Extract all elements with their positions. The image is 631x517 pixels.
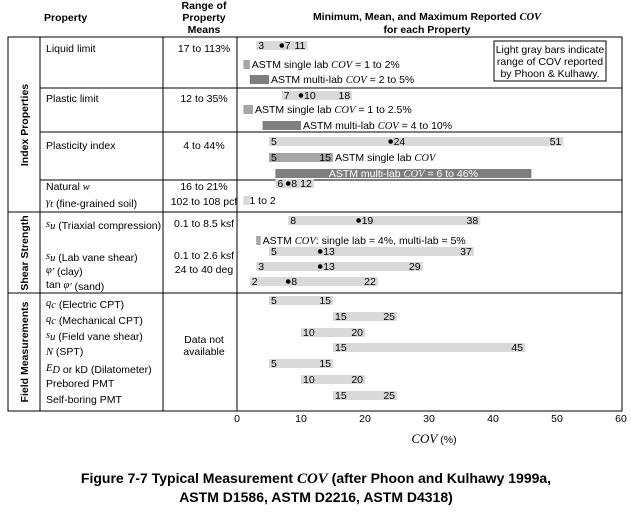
gray-bar-max-label-13: 15 — [319, 358, 331, 370]
astm-bar-label-4: ASTM single lab COV — [335, 152, 436, 164]
header-property: Property — [44, 12, 88, 24]
gray-bar-min-label-10: 15 — [335, 311, 347, 323]
figure-caption-line-2: ASTM D1586, ASTM D2216, ASTM D4318) — [179, 489, 453, 505]
gray-bar-max-label-14: 20 — [351, 374, 363, 386]
header-range-1: Range of — [181, 0, 227, 12]
property-label-14: Prebored PMT — [46, 378, 115, 390]
gray-bar-mean-dot-0 — [280, 43, 285, 48]
x-tick-label-0: 0 — [234, 413, 240, 425]
gray-bar-max-label-3: 12 — [300, 178, 312, 190]
gray-bar-min-label-15: 15 — [335, 390, 347, 402]
gray-bar-8 — [250, 277, 378, 286]
group-field-measurements: Field Measurements — [19, 301, 31, 403]
gray-bar-min-label-11: 10 — [303, 327, 315, 339]
x-tick-label-3: 30 — [423, 413, 435, 425]
astm-bar-2 — [243, 105, 253, 114]
x-tick-label-1: 10 — [295, 413, 307, 425]
gray-bar-max-label-2: 51 — [549, 136, 562, 148]
property-label-6: su (Lab vane shear) — [46, 251, 138, 264]
gray-bar-12 — [333, 343, 525, 352]
gray-bar-mean-label-0: 7 — [284, 40, 291, 52]
range-value-5: 0.1 to 8.5 ksf — [173, 218, 235, 230]
gray-bar-mean-label-7: 13 — [323, 261, 335, 273]
gray-bar-7 — [256, 262, 422, 271]
gray-bar-max-label-8: 22 — [364, 276, 376, 288]
gray-bar-mean-label-2: 24 — [393, 136, 406, 148]
gray-bar-5 — [288, 216, 480, 225]
property-label-13: ED or kD (Dilatometer) — [46, 363, 152, 376]
gray-bar-min-label-12: 15 — [335, 342, 347, 354]
gray-bar-min-label-0: 3 — [258, 40, 265, 52]
header-cov-1: Minimum, Mean, and Maximum Reported COV — [312, 11, 542, 23]
astm-bar-3 — [263, 121, 301, 130]
x-tick-label-6: 60 — [615, 413, 627, 425]
gray-bar-min-label-1: 7 — [283, 90, 290, 102]
gray-bar-min-label-6: 5 — [271, 246, 277, 258]
gray-bar-mean-dot-8 — [286, 279, 291, 284]
gray-bar-2 — [269, 137, 563, 146]
gray-bar-min-label-13: 5 — [271, 358, 277, 370]
property-label-15: Self-boring PMT — [46, 394, 122, 406]
x-axis — [234, 413, 627, 425]
astm-bar-label-6: ASTM COV: single lab = 4%, multi-lab = 5% — [262, 235, 466, 247]
property-label-2: Plasticity index — [46, 140, 116, 152]
gray-bar-min-label-2: 5 — [271, 136, 277, 148]
gray-bars — [243, 40, 563, 402]
astm-bar-max-label-4: 15 — [319, 152, 331, 164]
range-value-7: 24 to 40 deg — [174, 264, 234, 276]
property-label-11: su (Field vane shear) — [46, 330, 143, 343]
legend-note — [494, 41, 606, 81]
field-note-2: available — [183, 346, 225, 358]
group-index-properties: Index Properties — [19, 83, 31, 167]
gray-bar-min-label-8: 2 — [251, 276, 258, 288]
header-range-2: Property — [182, 12, 226, 24]
gray-bar-max-label-10: 25 — [383, 311, 395, 323]
property-label-10: qc (Mechanical CPT) — [46, 314, 143, 327]
header-range-3: Means — [187, 24, 221, 36]
astm-bar-label-3: ASTM multi-lab COV = 4 to 10% — [303, 120, 453, 132]
x-tick-label-5: 50 — [551, 413, 563, 425]
astm-bar-min-label-4: 5 — [271, 152, 277, 164]
gray-bar-mean-dot-7 — [318, 264, 323, 269]
property-label-5: su (Triaxial compression) — [46, 219, 162, 232]
property-label-3: Natural w — [46, 181, 90, 193]
gray-bar-mean-dot-3 — [286, 181, 291, 186]
gray-bar-mean-label-6: 13 — [323, 246, 335, 258]
x-tick-label-2: 20 — [359, 413, 371, 425]
gray-bar-mean-label-1: 10 — [304, 90, 316, 102]
legend-note-line-3: by Phoon & Kulhawy. — [500, 68, 600, 80]
legend-note-line-1: Light gray bars indicate — [495, 44, 605, 56]
group-shear-strength: Shear Strength — [19, 215, 31, 291]
header-cov-2: for each Property — [383, 24, 471, 36]
legend-note-line-2: range of COV reported — [496, 56, 604, 68]
range-value-2: 4 to 44% — [183, 140, 225, 152]
astm-bar-1 — [250, 75, 269, 84]
gray-bar-mean-dot-5 — [356, 218, 361, 223]
property-label-0: Liquid limit — [46, 43, 96, 55]
gray-bar-mean-dot-2 — [388, 139, 393, 144]
astm-bar-0 — [243, 60, 249, 69]
range-value-6: 0.1 to 2.6 ksf — [173, 250, 235, 262]
astm-bar-label-1: ASTM multi-lab COV = 2 to 5% — [271, 74, 415, 86]
property-label-4: γt (fine-grained soil) — [46, 197, 138, 210]
gray-bar-max-label-0: 11 — [294, 40, 306, 52]
astm-bar-label-0: ASTM single lab COV = 1 to 2% — [251, 59, 400, 71]
range-value-3: 16 to 21% — [180, 181, 228, 193]
x-tick-label-4: 40 — [487, 413, 499, 425]
property-label-8: tan φ' (sand) — [46, 279, 105, 293]
property-label-12: N (SPT) — [46, 346, 84, 358]
gray-bar-mean-dot-1 — [299, 93, 304, 98]
gray-bar-max-label-12: 45 — [511, 342, 523, 354]
range-value-0: 17 to 113% — [177, 43, 231, 55]
astm-bar-label-2: ASTM single lab COV = 1 to 2.5% — [255, 104, 412, 116]
range-value-4: 102 to 108 pcf — [170, 196, 238, 208]
astm-bar-6 — [256, 236, 260, 245]
property-label-1: Plastic limit — [46, 93, 99, 105]
gray-bar-max-label-1: 18 — [338, 90, 351, 102]
gray-bar-max-label-11: 20 — [351, 327, 363, 339]
gray-bar-mean-label-8: 8 — [291, 276, 298, 288]
gray-bar-max-label-5: 38 — [466, 215, 479, 227]
gray-bar-min-label-9: 5 — [271, 295, 277, 307]
gray-bar-max-label-9: 15 — [319, 295, 331, 307]
property-label-9: qc (Electric CPT) — [46, 298, 125, 311]
gray-bar-label-4: 1 to 2 — [249, 195, 276, 207]
range-value-1: 12 to 35% — [180, 93, 228, 105]
gray-bar-mean-label-3: 8 — [291, 178, 298, 190]
gray-bar-min-label-5: 8 — [290, 215, 297, 227]
gray-bar-mean-label-5: 19 — [361, 215, 374, 227]
x-axis-label: COV (%) — [411, 431, 457, 446]
gray-bar-6 — [269, 247, 474, 256]
astm-bar-label-5: ASTM multi-lab COV = 6 to 46% — [328, 168, 478, 180]
gray-bar-mean-dot-6 — [318, 249, 323, 254]
gray-bar-max-label-7: 29 — [408, 261, 421, 273]
gray-bar-min-label-3: 6 — [277, 178, 284, 190]
figure-caption-line-1: Figure 7-7 Typical Measurement COV (after Phoon and Kulhawy 1999a, — [80, 470, 552, 487]
gray-bar-max-label-6: 37 — [460, 246, 472, 258]
gray-bar-min-label-14: 10 — [303, 374, 315, 386]
gray-bar-min-label-7: 3 — [258, 261, 265, 273]
property-label-7: φ' (clay) — [46, 265, 83, 278]
gray-bar-max-label-15: 25 — [383, 390, 395, 402]
field-note-1: Data not — [184, 334, 224, 346]
